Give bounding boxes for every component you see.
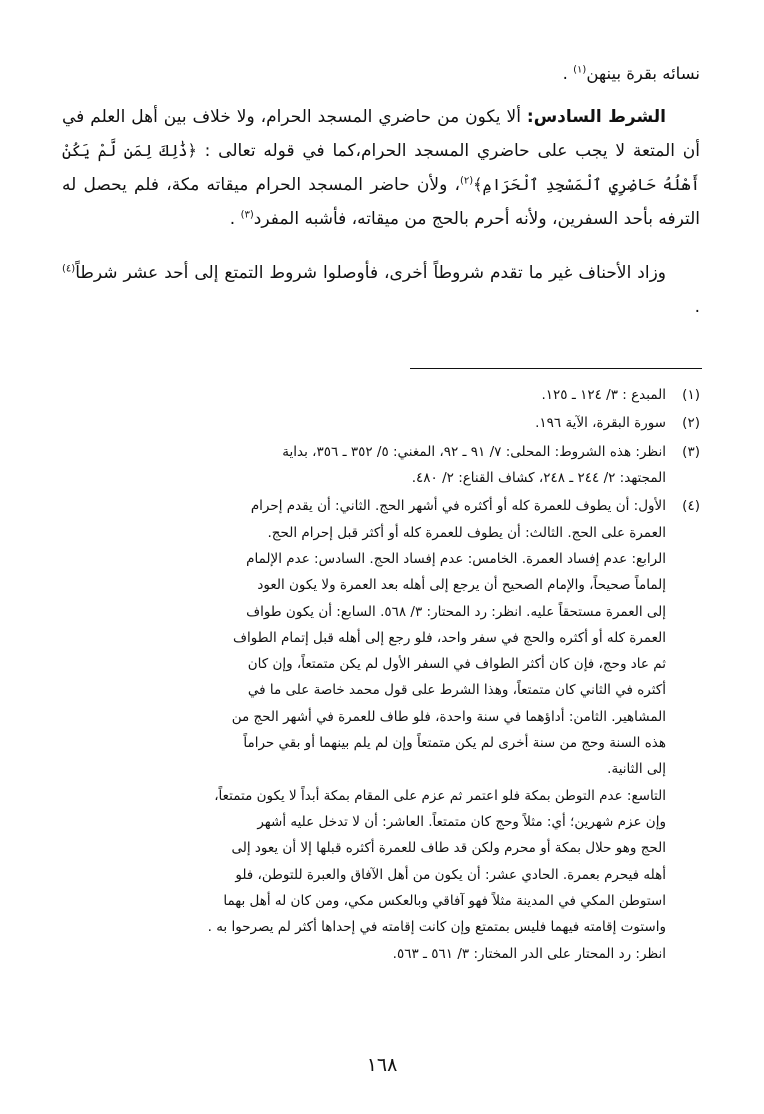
footnote-line: العمرة على الحج. الثالث: أن يطوف للعمرة كله أو أكثر قبل إحرام الحج. bbox=[267, 524, 666, 541]
footnote-item bbox=[62, 493, 700, 967]
continued-text: نسائه بقرة بينهن bbox=[586, 64, 700, 83]
footnote-line: المجتهد: ٢/ ٢٤٤ ـ ٢٤٨، كشاف القناع: ٢/ ٤٨٠. bbox=[411, 469, 666, 486]
footnotes-section bbox=[62, 382, 700, 969]
footnote-line: العمرة كله أو أكثره والحج في سفر واحد، فلو رجع إلى أهله قبل إتمام الطواف bbox=[233, 629, 666, 646]
footnote-line: سورة البقرة، الآية ١٩٦. bbox=[535, 415, 666, 432]
footnote-line: الحج وهو حلال بمكة أو محرم ولكن قد طاف للعمرة أكثره قبلها إلا أن يعود إلى bbox=[231, 840, 666, 857]
paragraph-text-b: ، ولأن حاضر المسجد الحرام ميقاته مكة، فلم يحصل له الترفه بأحد السفرين، ولأنه أحرم بالحج من ميقاته، فأشبه المفرد bbox=[62, 175, 700, 230]
paragraph-text-a: ألا يكون من حاضري المسجد الحرام، ولا خلاف بين أهل العلم في أن المتعة لا يجب على حاضري المسجد الحرام،كما في قوله تعالى : bbox=[62, 107, 700, 162]
footnote-line: إلى العمرة مستحقاً عليه. انظر: رد المحتار: ٣/ ٥٦٨. السابع: أن يكون طواف bbox=[246, 603, 666, 620]
footnote-line: المبدع : ٣/ ١٢٤ ـ ١٢٥. bbox=[541, 387, 666, 403]
paragraph-tail: . bbox=[229, 209, 241, 230]
footnote-marker-4: (٤) bbox=[62, 263, 76, 275]
footnote-line: الأول: أن يطوف للعمرة كله أو أكثره في أشهر الحج. الثاني: أن يقدم إحرام bbox=[250, 498, 666, 515]
footnote-number: (٤) bbox=[682, 498, 700, 515]
footnote-number: (٣) bbox=[682, 443, 700, 460]
footnote-line: استوطن المكي في المدينة مثلاً فهو آفاقي وبالعكس مكي، ومن كان له أهل بهما bbox=[223, 892, 666, 909]
footnote-marker-1: (١) bbox=[573, 64, 587, 76]
page-number: ١٦٨ bbox=[366, 1054, 398, 1076]
footnote-separator-rule bbox=[410, 368, 702, 369]
footnote-line: إلماماً صحيحاً، والإمام الصحيح أن يرجع إلى أهله بعد العمرة ولا يكون العود bbox=[257, 577, 666, 594]
footnote-item bbox=[62, 410, 700, 436]
footnote-line: التاسع: عدم التوطن بمكة فلو اعتمر ثم عزم على المقام بمكة أبداً لا يكون متمتعاً، bbox=[214, 787, 666, 804]
footnote-line: وإن عزم شهرين؛ أي: مثلاً وحج كان متمتعاً. العاشر: أن لا تدخل عليه أشهر bbox=[257, 814, 666, 830]
footnote-marker-2: (٢) bbox=[459, 175, 474, 187]
footnote-line: المشاهير. الثامن: أداؤهما في سنة واحدة، فلو طاف للعمرة في أشهر الحج من bbox=[231, 708, 666, 725]
continued-tail: . bbox=[562, 64, 574, 83]
footnote-line: انظر: هذه الشروط: المحلى: ٧/ ٩١ ـ ٩٢، المغني: ٥/ ٣٥٢ ـ ٣٥٦، بداية bbox=[282, 443, 666, 460]
paragraph2-text: وزاد الأحناف غير ما تقدم شروطاً أخرى، فأوصلوا شروط التمتع إلى أحد عشر شرطاً bbox=[75, 263, 666, 284]
footnote-line: انظر: رد المحتار على الدر المختار: ٣/ ٥٦١ ـ ٥٦٣. bbox=[392, 945, 666, 962]
footnote-text bbox=[62, 382, 666, 408]
paragraph-lead: الشرط السادس: bbox=[526, 107, 666, 128]
footnote-number: (١) bbox=[682, 387, 700, 403]
footnote-line: أهله فيحرم بعمرة. الحادي عشر: أن يكون من أهل الآفاق والعبرة للتوطن، فلو bbox=[235, 866, 666, 883]
footnote-item bbox=[62, 439, 700, 492]
quran-quote: ﴿ذَٰلِكَ لِمَن لَّمْ يَكُنْ أَهْلُهُ حَاضِرِي ٱلْمَسْجِدِ ٱلْحَرَامِ﴾ bbox=[62, 141, 700, 195]
page-body bbox=[62, 58, 700, 324]
footnote-text bbox=[62, 439, 666, 492]
footnote-line: أكثره في الثاني كان متمتعاً، وهذا الشرط على قول محمد خاصة على ما في bbox=[247, 682, 666, 699]
paragraph-condition-six bbox=[62, 100, 700, 236]
footnote-line: ثم عاد وحج، فإن كان أكثر الطواف في السفر الأول لم يكن متمتعاً، وإن كان bbox=[247, 656, 666, 673]
paragraph2-tail: . bbox=[694, 297, 700, 318]
paragraph-hanafi-conditions bbox=[62, 256, 700, 324]
footnote-number: (٢) bbox=[682, 415, 700, 432]
footnote-line: هذه السنة وحج من سنة أخرى لم يكن متمتعاً وإن لم يلم بينهما أو بقي حراماً bbox=[243, 735, 666, 752]
footnote-text bbox=[62, 493, 666, 967]
footnote-line: الرابع: عدم إفساد العمرة. الخامس: عدم إفساد الحج. السادس: عدم الإلمام bbox=[246, 550, 666, 567]
footnote-text bbox=[62, 410, 666, 436]
footnote-line: إلى الثانية. bbox=[607, 761, 666, 778]
footnote-item bbox=[62, 382, 700, 408]
footnote-marker-3: (٣) bbox=[240, 209, 254, 221]
continued-line bbox=[62, 58, 700, 90]
footnote-line: واستوت إقامته فيهما فليس بمتمتع وإن كانت إقامته في إحداها أكثر لم يصرحوا به . bbox=[207, 919, 666, 936]
